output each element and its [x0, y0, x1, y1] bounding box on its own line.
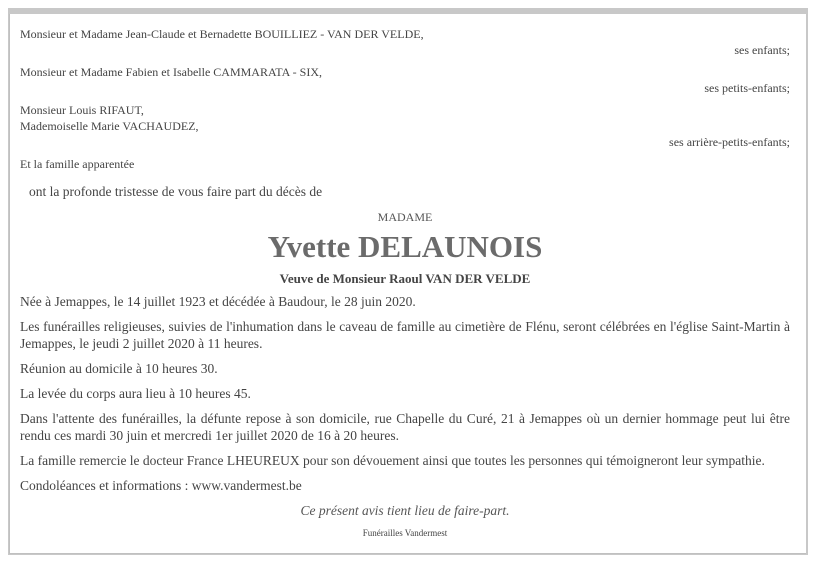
paragraph-birth-death: Née à Jemappes, le 14 juillet 1923 et décédée à Baudour, le 28 juin 2020. [20, 294, 416, 309]
paragraph-repose: Dans l'attente des funérailles, la défunte repose à son domicile, rue Chapelle du Curé, 21 à Jemappes où un dernier hommage peut lui être rendu ces mardi 30 juin et mercredi 1er juillet 2020 de 16 à 20 heures. [20, 411, 790, 443]
paragraph-condolences: Condoléances et informations : www.vandermest.be [20, 478, 302, 493]
family-role-grandchildren: ses petits-enfants; [704, 81, 790, 95]
paragraph-meeting: Réunion au domicile à 10 heures 30. [20, 361, 218, 376]
obituary-content [20, 26, 790, 538]
deceased-title: MADAME [377, 210, 433, 224]
paragraph-thanks: La famille remercie le docteur France LHEUREUX pour son dévouement ainsi que toutes les personnes qui témoigneront leur sympathie. [20, 453, 765, 468]
family-role-great-grandchildren: ses arrière-petits-enfants; [669, 135, 790, 149]
deceased-widow-line: Veuve de Monsieur Raoul VAN DER VELDE [279, 271, 531, 286]
deceased-name: Yvette DELAUNOIS [267, 229, 543, 264]
page-frame [8, 8, 808, 555]
announcement-intro: ont la profonde tristesse de vous faire part du décès de [29, 184, 323, 199]
funeral-home-footer: Funérailles Vandermest [362, 528, 448, 538]
paragraph-funeral: Les funérailles religieuses, suivies de l'inhumation dans le caveau de famille au cimetière de Flénu, seront célébrées en l'église Saint-Martin à Jemappes, le jeudi 2 juillet 2020 à 11 heures. [20, 319, 790, 351]
family-line-grandchildren: Monsieur et Madame Fabien et Isabelle CAMMARATA - SIX, [20, 65, 322, 79]
paragraph-departure: La levée du corps aura lieu à 10 heures 45. [20, 386, 251, 401]
obituary-card [9, 14, 806, 554]
faire-part-notice: Ce présent avis tient lieu de faire-part. [300, 503, 510, 518]
family-role-children: ses enfants; [734, 43, 790, 57]
family-line-great-grandchild-1: Monsieur Louis RIFAUT, [20, 103, 144, 117]
family-line-children: Monsieur et Madame Jean-Claude et Bernadette BOUILLIEZ - VAN DER VELDE, [20, 27, 424, 41]
family-line-relatives: Et la famille apparentée [20, 157, 135, 171]
family-line-great-grandchild-2: Mademoiselle Marie VACHAUDEZ, [20, 119, 199, 133]
